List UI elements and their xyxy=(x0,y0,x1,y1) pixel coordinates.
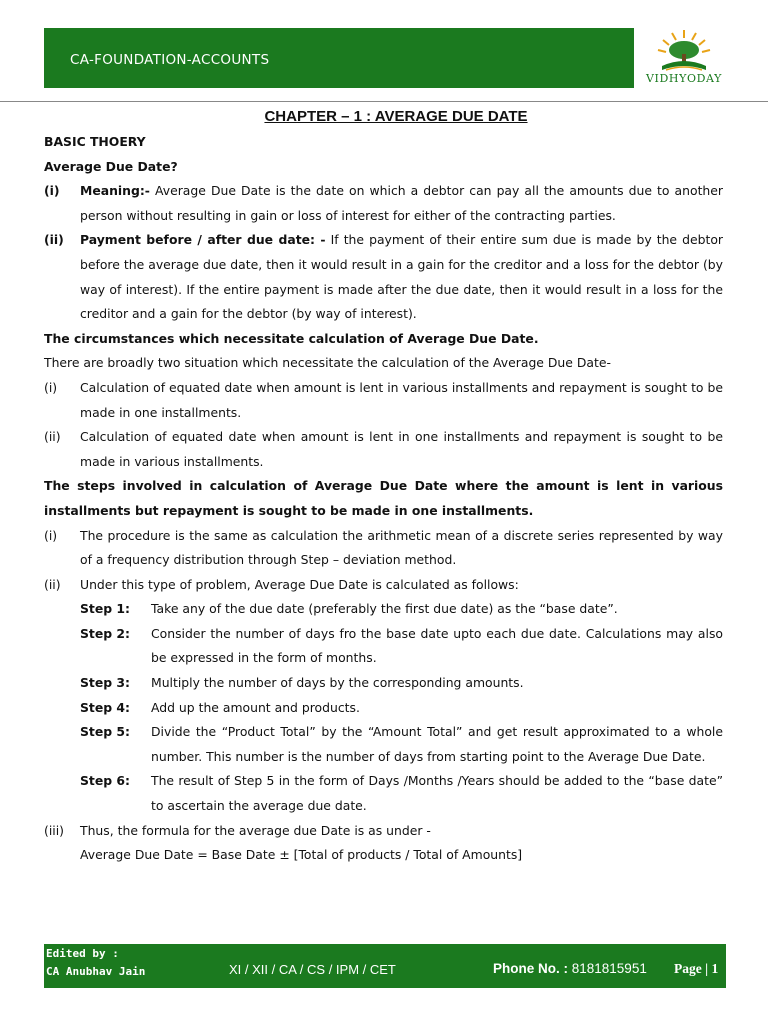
item-text: Thus, the formula for the average due Date is as under - xyxy=(80,822,431,838)
step-item xyxy=(44,597,723,622)
meaning-item xyxy=(44,179,723,228)
phone-label: Phone No. : xyxy=(493,961,568,976)
step-text: Add up the amount and products. xyxy=(151,699,360,715)
phone-number: 8181815951 xyxy=(568,961,647,976)
footer-edited-by: Edited by : xyxy=(46,947,119,960)
footer-phone xyxy=(493,961,647,976)
item-number: (i) xyxy=(44,183,60,199)
step-text: Consider the number of days fro the base date upto each due date. Calculations may also be expressed in the form of months. xyxy=(151,625,723,666)
list-item xyxy=(44,425,723,474)
document-body xyxy=(44,106,723,868)
footer-author-name: CA Anubhav Jain xyxy=(46,965,146,978)
step-label: Step 5: xyxy=(80,724,131,740)
step-item xyxy=(44,622,723,671)
header-title: CA-FOUNDATION-ACCOUNTS xyxy=(70,52,270,68)
payment-item xyxy=(44,228,723,326)
item-number: (i) xyxy=(44,379,58,395)
page-number: Page | 1 xyxy=(674,961,719,976)
circumstances-heading: The circumstances which necessitate calculation of Average Due Date. xyxy=(44,330,539,346)
step-item xyxy=(44,769,723,818)
item-number: (ii) xyxy=(44,576,61,592)
chapter-title: CHAPTER – 1 : AVERAGE DUE DATE xyxy=(264,108,528,125)
item-number: (iii) xyxy=(44,822,64,838)
meaning-label: Meaning:- xyxy=(80,183,150,199)
payment-label: Payment before / after due date: - xyxy=(80,232,326,248)
payment-text: If the payment of their entire sum due is made by the debtor before the average due date, then it would result in a gain for the creditor and a loss for the debtor (by way of interest). If the entire payment is made after the due date, then it would result in a loss for the creditor and a gain for the debtor (by way of interest). xyxy=(80,232,723,322)
list-item xyxy=(44,524,723,573)
step-text: Take any of the due date (preferably the first due date) as the “base date”. xyxy=(151,601,618,617)
step-text: The result of Step 5 in the form of Days /Months /Years should be added to the “base date” to ascertain the average due date. xyxy=(151,773,723,814)
steps-heading: The steps involved in calculation of Average Due Date where the amount is lent in various installments but repayment is sought to be made in one installments. xyxy=(44,478,723,518)
list-item xyxy=(44,573,723,598)
step-label: Step 6: xyxy=(80,773,131,789)
step-text: Divide the “Product Total” by the “Amount Total” and get result approximated to a whole number. This number is the number of days from starting point to the Average Due Date. xyxy=(151,724,723,764)
item-text: Calculation of equated date when amount is lent in one installments and repayment is sought to be made in various installments. xyxy=(80,429,723,469)
question-heading: Average Due Date? xyxy=(44,158,178,174)
formula: Average Due Date = Base Date ± [Total of products / Total of Amounts] xyxy=(80,847,523,863)
item-text: Calculation of equated date when amount is lent in various installments and repayment is sought to be made in one installments. xyxy=(80,379,723,420)
item-text: The procedure is the same as calculation the arithmetic mean of a discrete series represented by way of a frequency distribution through Step – deviation method. xyxy=(80,527,723,568)
step-label: Step 2: xyxy=(80,625,131,641)
item-number: (i) xyxy=(44,527,58,543)
step-label: Step 4: xyxy=(80,699,131,715)
section-heading-basic-theory: BASIC THOERY xyxy=(44,134,146,149)
footer-courses: XI / XII / CA / CS / IPM / CET xyxy=(229,962,396,977)
step-item xyxy=(44,720,723,769)
meaning-text: Average Due Date is the date on which a debtor can pay all the amounts due to another person without resulting in gain or loss of interest for either of the contracting parties. xyxy=(80,183,723,223)
step-label: Step 3: xyxy=(80,675,131,691)
item-text: Under this type of problem, Average Due Date is calculated as follows: xyxy=(80,576,519,592)
step-item xyxy=(44,696,723,721)
step-text: Multiply the number of days by the corresponding amounts. xyxy=(151,675,524,691)
item-number: (ii) xyxy=(44,232,64,248)
step-label: Step 1: xyxy=(80,601,131,617)
item-number: (ii) xyxy=(44,429,61,445)
list-item xyxy=(44,376,723,425)
circumstances-intro: There are broadly two situation which necessitate the calculation of the Average Due Date- xyxy=(44,355,611,371)
header-divider xyxy=(0,101,768,102)
formula-intro xyxy=(44,819,723,844)
logo-text: VIDHYODAY xyxy=(646,72,722,85)
step-item xyxy=(44,671,723,696)
